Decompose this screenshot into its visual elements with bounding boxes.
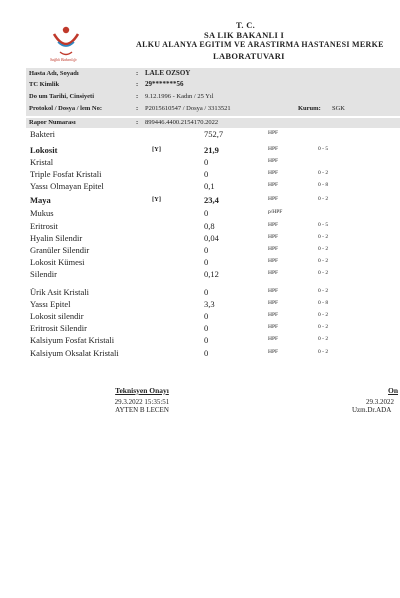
test-unit: HPF	[268, 324, 279, 330]
technician-date: 29.3.2022 15:35:51	[114, 398, 170, 406]
test-name: Hyalin Silendir	[30, 233, 83, 243]
test-unit: HPF	[268, 270, 279, 276]
reference-range: 0 - 5	[318, 146, 329, 152]
test-name: Lokosit	[30, 145, 58, 155]
test-unit: HPF	[268, 182, 279, 188]
patient-name-value: LALE OZSOY	[145, 69, 191, 77]
colon: :	[136, 81, 139, 88]
test-value: 23,4	[204, 195, 219, 205]
test-unit: p/HPF	[268, 209, 283, 215]
test-value: 0	[204, 257, 209, 267]
tc-value: 29*******56	[145, 80, 184, 88]
protocol-value: P2015610547 / Dosya / 3313521	[145, 105, 231, 112]
test-name: Yassı Epitel	[30, 299, 71, 309]
kurum-label: Kurum:	[298, 105, 321, 112]
header-line-3: ALKU ALANYA EGITIM VE ARASTIRMA HASTANESI MERKE	[136, 40, 384, 49]
test-name: Triple Fosfat Kristali	[30, 169, 102, 179]
test-name: Eritrosit	[30, 221, 58, 231]
test-unit: HPF	[268, 196, 279, 202]
reference-range: 0 - 2	[318, 312, 329, 318]
header-line-1: T. C.	[236, 20, 256, 30]
test-name: Yassı Olmayan Epitel	[30, 181, 104, 191]
test-value: 752,7	[204, 129, 224, 139]
colon: :	[136, 105, 139, 112]
reference-range: 0 - 2	[318, 246, 329, 252]
test-unit: HPF	[268, 349, 279, 355]
test-value: 0,12	[204, 269, 219, 279]
test-unit: HPF	[268, 170, 279, 176]
report-number-value: 899446.4400.2154170.2022	[145, 119, 219, 126]
test-value: 0,04	[204, 233, 219, 243]
protocol-label: Protokol / Dosya / lem No:	[29, 105, 102, 112]
test-name: Bakteri	[30, 129, 56, 139]
test-value: 0	[204, 157, 209, 167]
reference-range: 0 - 5	[318, 222, 329, 228]
reference-range: 0 - 2	[318, 196, 329, 202]
test-value: 0	[204, 311, 209, 321]
test-unit: HPF	[268, 300, 279, 306]
test-value: 3,3	[204, 299, 215, 309]
technician-signature	[92, 386, 192, 414]
test-value: 0	[204, 208, 209, 218]
header-line-4: LABORATUVARI	[213, 51, 285, 61]
test-value: 0,1	[204, 181, 215, 191]
test-name: Lokosit silendir	[30, 311, 84, 321]
colon: :	[136, 70, 139, 77]
hospital-logo	[48, 24, 84, 58]
technician-name: AYTEN B LECEN	[115, 406, 169, 414]
test-name: Lokosit Kümesi	[30, 257, 85, 267]
test-name: Silendir	[30, 269, 57, 279]
reference-range: 0 - 2	[318, 258, 329, 264]
report-number-label: Rapor Numarası	[29, 119, 76, 126]
colon: :	[136, 119, 139, 126]
test-unit: HPF	[268, 222, 279, 228]
colon: :	[136, 93, 139, 100]
test-unit: HPF	[268, 130, 279, 136]
reference-range: 0 - 2	[318, 170, 329, 176]
test-name: Maya	[30, 195, 51, 205]
reference-range: 0 - 2	[318, 234, 329, 240]
test-unit: HPF	[268, 246, 279, 252]
abnormal-flag: [Y]	[152, 196, 162, 203]
test-name: Kalsiyum Fosfat Kristali	[30, 335, 115, 345]
reference-range: 0 - 2	[318, 349, 329, 355]
patient-info-box	[26, 68, 400, 116]
birth-value: 9.12.1996 - Kadın / 25 Yıl	[145, 93, 214, 100]
test-value: 0	[204, 245, 209, 255]
test-unit: HPF	[268, 146, 279, 152]
ministry-logo-icon	[48, 24, 84, 58]
reference-range: 0 - 2	[318, 336, 329, 342]
report-number-box	[26, 118, 400, 128]
test-value: 0	[204, 335, 209, 345]
doctor-date: 29.3.2022	[366, 398, 394, 406]
reference-range: 0 - 8	[318, 182, 329, 188]
test-unit: HPF	[268, 158, 279, 164]
test-unit: HPF	[268, 336, 279, 342]
reference-range: 0 - 2	[318, 324, 329, 330]
test-name: Kalsiyum Oksalat Kristali	[30, 348, 119, 358]
test-value: 21,9	[204, 145, 219, 155]
test-name: Mukus	[30, 208, 54, 218]
reference-range: 0 - 8	[318, 300, 329, 306]
test-name: Ürik Asit Kristali	[30, 287, 90, 297]
test-value: 0	[204, 323, 209, 333]
doctor-name: Uzm.Dr.ADA	[352, 406, 392, 414]
header-line-2: SA LIK BAKANLI I	[204, 30, 285, 40]
doctor-signature	[350, 386, 400, 414]
doctor-title: On	[388, 386, 399, 395]
test-name: Kristal	[30, 157, 54, 167]
test-unit: HPF	[268, 288, 279, 294]
test-unit: HPF	[268, 312, 279, 318]
reference-range: 0 - 2	[318, 288, 329, 294]
test-unit: HPF	[268, 234, 279, 240]
test-value: 0	[204, 169, 209, 179]
test-value: 0,8	[204, 221, 215, 231]
abnormal-flag: [Y]	[152, 146, 162, 153]
tc-label: TC Kimlik	[29, 81, 60, 88]
patient-name-label: Hasta Adı, Soyadı	[29, 70, 79, 77]
logo-caption: Sağlık Bakanlığı	[50, 57, 77, 62]
test-name: Eritrosit Silendir	[30, 323, 87, 333]
technician-title: Teknisyen Onayı	[115, 386, 169, 395]
reference-range: 0 - 2	[318, 270, 329, 276]
test-value: 0	[204, 348, 209, 358]
birth-label: Do um Tarihi, Cinsiyeti	[29, 93, 95, 100]
kurum-value: SGK	[332, 105, 346, 112]
test-value: 0	[204, 287, 209, 297]
test-name: Granüler Silendir	[30, 245, 90, 255]
test-unit: HPF	[268, 258, 279, 264]
